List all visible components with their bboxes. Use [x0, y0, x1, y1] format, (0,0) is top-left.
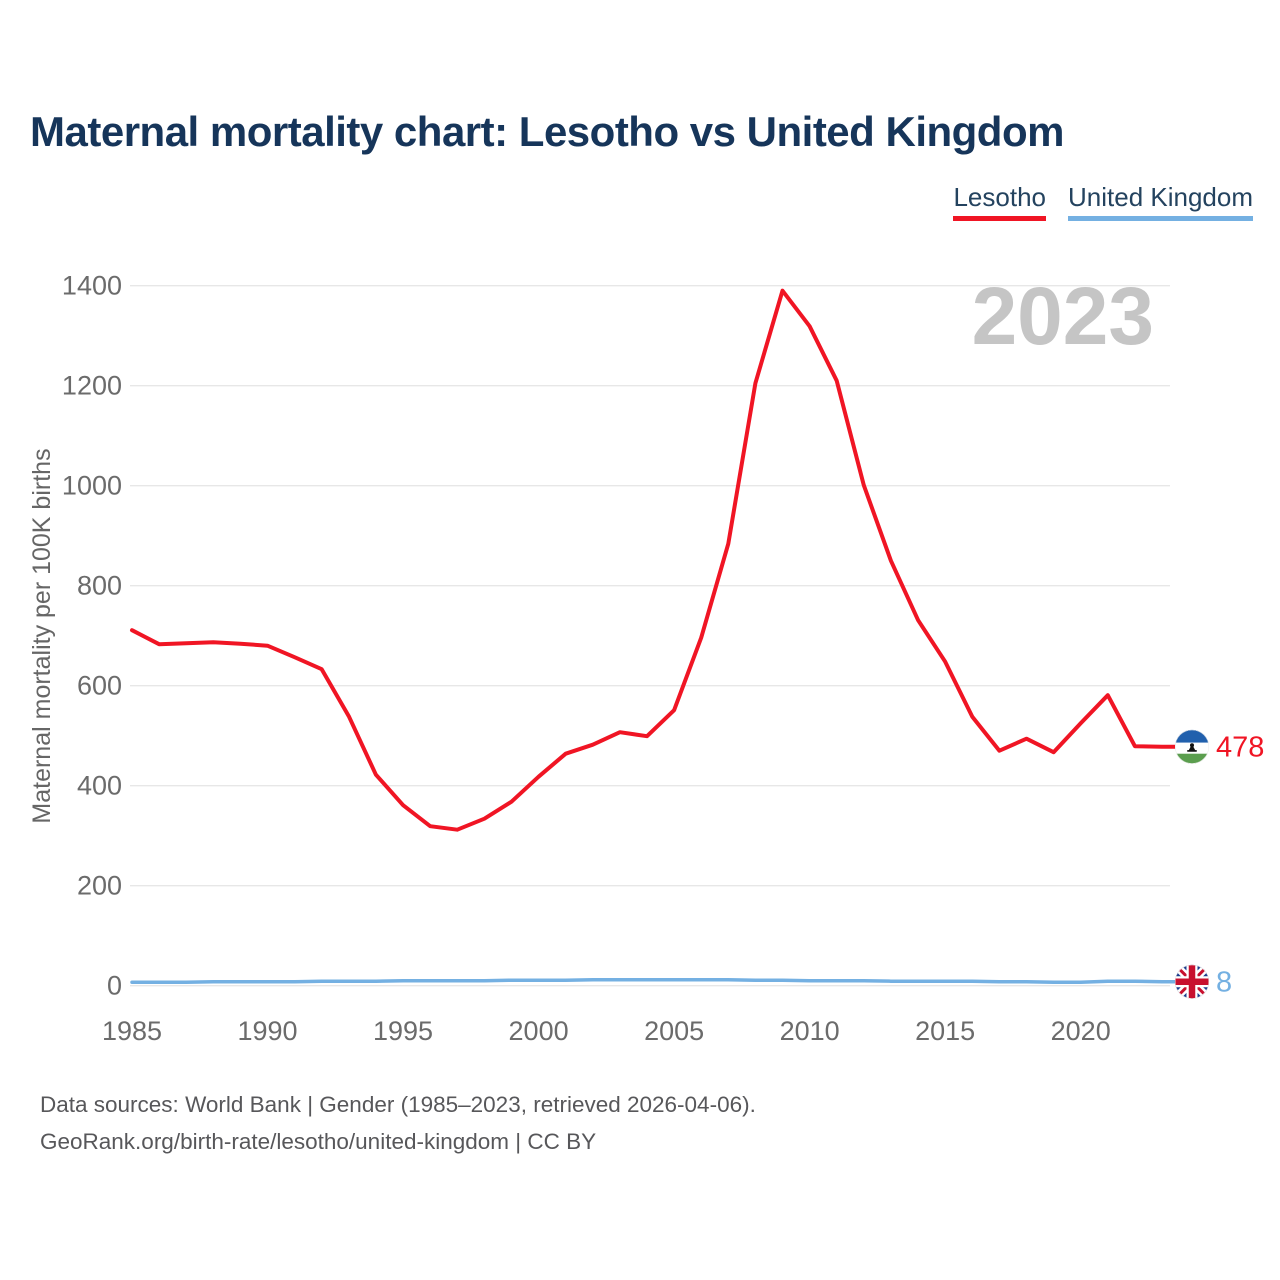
- footer: [40, 1086, 756, 1160]
- x-tick-label: 2000: [508, 1016, 569, 1046]
- x-tick-label: 2005: [644, 1016, 705, 1046]
- x-tick-label: 2015: [915, 1016, 976, 1046]
- footer-attribution: GeoRank.org/birth-rate/lesotho/united-kingdom | CC BY: [40, 1129, 597, 1155]
- page-title: Maternal mortality chart: Lesotho vs United Kingdom: [30, 108, 1064, 155]
- y-tick-label: 1000: [61, 470, 122, 501]
- y-axis-title: Maternal mortality per 100K births: [28, 448, 56, 824]
- footer-sources: Data sources: World Bank | Gender (1985–2023, retrieved 2026-04-06).: [40, 1092, 756, 1117]
- y-tick-label: 200: [76, 870, 122, 901]
- x-tick-label: 1990: [237, 1016, 298, 1046]
- lesotho-end-value: 478: [1216, 731, 1265, 764]
- lesotho-flag-icon: [1175, 730, 1209, 764]
- x-tick-label: 2010: [779, 1016, 840, 1046]
- y-tick-label: 0: [106, 970, 122, 1001]
- legend-item-united-kingdom[interactable]: United Kingdom: [1068, 184, 1253, 221]
- uk-line: [132, 980, 1177, 983]
- y-tick-label: 400: [76, 770, 122, 801]
- y-tick-label: 1400: [61, 270, 122, 301]
- y-tick-label: 600: [76, 670, 122, 701]
- uk-flag-icon: [1175, 965, 1209, 999]
- y-tick-label: 800: [76, 570, 122, 601]
- x-tick-label: 1995: [373, 1016, 434, 1046]
- x-tick-label: 2020: [1050, 1016, 1111, 1046]
- legend-item-lesotho[interactable]: Lesotho: [953, 184, 1046, 221]
- gridlines: [130, 286, 1170, 986]
- uk-end-value: 8: [1216, 966, 1233, 999]
- watermark-year: 2023: [971, 271, 1154, 362]
- lesotho-line: [132, 291, 1177, 830]
- x-tick-labels: [102, 1016, 1111, 1046]
- y-tick-labels: [62, 271, 122, 1001]
- y-tick-label: 1200: [61, 370, 122, 401]
- x-tick-label: 1985: [101, 1016, 163, 1046]
